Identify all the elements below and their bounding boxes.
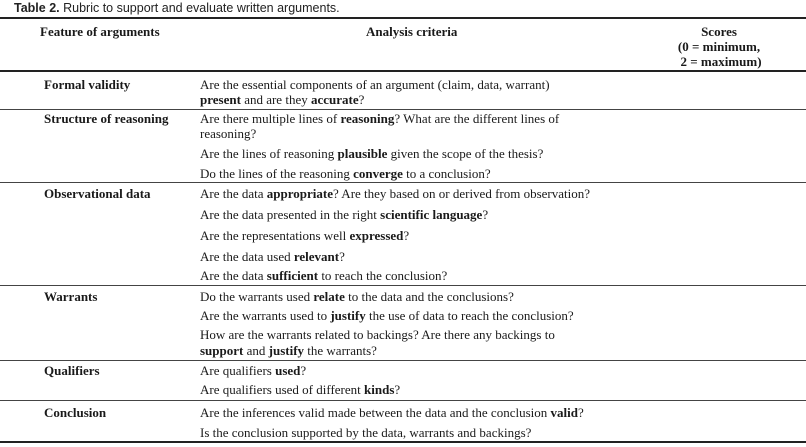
row-separator	[0, 285, 806, 286]
criteria-keyword: converge	[353, 166, 403, 181]
criteria-line: Are the data sufficient to reach the conclusion?	[200, 268, 448, 283]
criteria-line: Do the warrants used relate to the data and the conclusions?	[200, 289, 514, 304]
criteria-keyword: kinds	[364, 382, 395, 397]
criteria-keyword: sufficient	[266, 268, 319, 283]
header-scores-min: (0 = minimum,	[677, 39, 761, 54]
feature-label: Observational data	[44, 186, 151, 201]
header-scores: Scores	[701, 24, 737, 39]
caption-label: Table 2.	[14, 1, 60, 15]
criteria-keyword: appropriate	[266, 186, 333, 201]
criteria-line: Are the warrants used to justify the use of data to reach the conclusion?	[200, 308, 574, 323]
header-criteria: Analysis criteria	[366, 24, 458, 39]
criteria-line: Are the data presented in the right scientific language?	[200, 207, 489, 222]
criteria-line: Are there multiple lines of reasoning? What are the different lines of	[200, 111, 560, 126]
criteria-keyword: present	[200, 92, 241, 107]
feature-label: Qualifiers	[44, 363, 100, 378]
criteria-line: Are the data appropriate? Are they based on or derived from observation?	[200, 186, 591, 201]
criteria-keyword: accurate	[310, 92, 359, 107]
feature-label: Warrants	[44, 289, 98, 304]
bottom-rule	[0, 441, 806, 443]
criteria-keyword: expressed	[349, 228, 404, 243]
row-separator	[0, 360, 806, 361]
criteria-line: Are qualifiers used of different kinds?	[200, 382, 401, 397]
criteria-keyword: relevant	[293, 249, 340, 264]
criteria-keyword: plausible	[337, 146, 388, 161]
criteria-line: How are the warrants related to backings? Are there any backings to	[200, 327, 555, 342]
criteria-line: support and justify the warrants?	[200, 343, 377, 358]
row-separator	[0, 400, 806, 401]
criteria-keyword: justify	[268, 343, 305, 358]
criteria-line: reasoning?	[200, 126, 257, 141]
criteria-keyword: used	[275, 363, 301, 378]
header-feature: Feature of arguments	[40, 24, 160, 39]
criteria-line: Is the conclusion supported by the data, warrants and backings?	[200, 425, 532, 440]
header-scores-max: 2 = maximum)	[680, 54, 762, 69]
criteria-line: Are qualifiers used?	[200, 363, 307, 378]
row-separator	[0, 182, 806, 183]
criteria-keyword: support	[200, 343, 244, 358]
criteria-keyword: scientific language	[380, 207, 483, 222]
criteria-keyword: relate	[313, 289, 345, 304]
criteria-line: Are the representations well expressed?	[200, 228, 410, 243]
criteria-keyword: reasoning	[340, 111, 395, 126]
feature-label: Structure of reasoning	[44, 111, 169, 126]
feature-label: Formal validity	[44, 77, 131, 92]
table-caption	[14, 1, 340, 15]
criteria-keyword: valid	[550, 405, 578, 420]
criteria-line: Do the lines of the reasoning converge to a conclusion?	[200, 166, 491, 181]
feature-label: Conclusion	[44, 405, 107, 420]
criteria-line: Are the lines of reasoning plausible given the scope of the thesis?	[200, 146, 544, 161]
criteria-line: Are the inferences valid made between the data and the conclusion valid?	[200, 405, 584, 420]
top-rule	[0, 17, 806, 19]
row-separator	[0, 109, 806, 110]
criteria-line: Are the essential components of an argument (claim, data, warrant)	[200, 77, 550, 92]
criteria-line: Are the data used relevant?	[200, 249, 345, 264]
caption-text: Rubric to support and evaluate written arguments.	[59, 1, 340, 15]
header-rule	[0, 70, 806, 72]
criteria-keyword: justify	[330, 308, 366, 323]
criteria-line: present and are they accurate?	[200, 92, 365, 107]
